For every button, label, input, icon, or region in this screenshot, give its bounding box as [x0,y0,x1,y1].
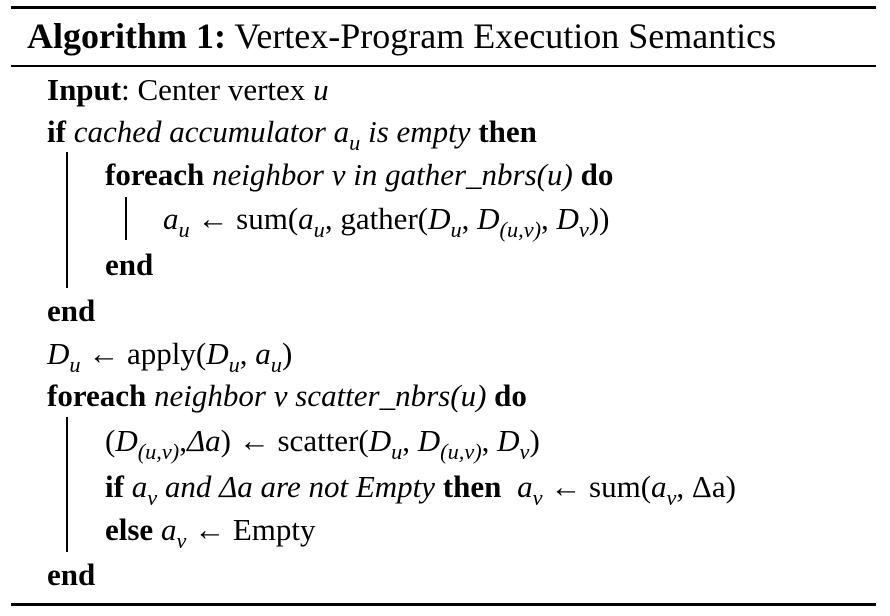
do-keyword: do [494,378,527,413]
gather-d3-sub: v [578,216,589,242]
line-else [105,510,316,553]
line-if-empty [105,467,736,510]
line-end-foreach-scatter: end [47,557,96,592]
scatter-c2: , [481,423,498,458]
scatter-arrow: ) ← scatter( [220,423,369,458]
scatter-close: ) [529,423,540,458]
if2-sum-a-sub: v [666,484,677,510]
input-text: : Center vertex [121,72,314,107]
scatter-d2-sub: (u,v) [440,438,482,464]
if2-cond-text: and Δa are not Empty [157,469,436,504]
if-condition-text: cached accumulator a [73,114,350,149]
apply-lhs-sub: u [69,351,81,377]
line-gather-assign [163,199,610,242]
if2-sum-rest: , Δa) [676,469,736,504]
if-condition-sub: u [349,129,361,155]
if2-a-sub: v [147,484,158,510]
algorithm-name: Vertex-Program Execution Semantics [234,16,777,56]
if-keyword: if [105,469,124,504]
line-end-foreach: end [105,247,154,282]
scatter-comma: , [179,423,187,458]
gather-d1: D [428,201,451,236]
line-foreach-scatter [47,376,527,416]
scatter-delta: Δa [186,423,221,458]
top-rule [11,6,876,9]
scatter-d1-sub: u [391,438,403,464]
scatter-d: D [115,423,138,458]
gather-d2-sub: (u,v) [499,216,542,242]
gather-d1-sub: u [450,216,462,242]
gather-d3: D [556,201,579,236]
scatter-open: ( [105,423,116,458]
else-keyword: else [105,512,154,547]
if2-then-a: a [517,469,533,504]
foreach-scatter-bar [66,417,68,552]
foreach-keyword: foreach [47,378,147,413]
line-input [47,70,329,110]
foreach-gather-bar [125,197,127,240]
if2-then-a-sub: v [532,484,543,510]
scatter-d2: D [417,423,441,458]
scatter-c1: , [402,423,418,458]
gather-lhs-sub: u [178,216,190,242]
else-a: a [160,512,177,547]
if-keyword: if [47,114,66,149]
apply-d-sub: u [228,351,240,377]
apply-close: ) [281,336,293,371]
gather-mid: , gather( [324,201,429,236]
line-apply [47,334,293,377]
scatter-d1: D [368,423,392,458]
gather-arrow: ← sum( [189,201,299,236]
scatter-d3: D [497,423,520,458]
line-end-if: end [47,293,96,328]
gather-comma2: , [541,201,557,236]
do-keyword: do [580,157,614,192]
algorithm-label: Algorithm 1: [27,16,226,56]
gather-a: a [298,201,314,236]
foreach-keyword: foreach [105,157,205,192]
algorithm-title [27,14,776,58]
gather-d2: D [477,201,500,236]
if2-a: a [131,469,148,504]
scatter-d-sub: (u,v) [137,438,180,464]
else-a-sub: v [176,527,187,553]
input-keyword: Input [47,72,122,107]
if2-sum-a: a [651,469,667,504]
then-keyword: then [442,469,502,504]
if-condition [73,114,471,155]
scatter-d3-sub: v [519,438,530,464]
if-block-bar [66,152,68,288]
else-rest: ← Empty [186,512,316,547]
line-scatter-assign [105,421,540,464]
foreach-scatter-text: neighbor v scatter_nbrs(u) [154,378,487,413]
line-if-cached [47,112,537,155]
apply-lhs: D [47,336,70,371]
apply-d: D [206,336,229,371]
then-keyword: then [478,114,537,149]
input-var: u [313,72,329,107]
foreach-gather-text: neighbor v in gather_nbrs(u) [212,157,573,192]
if-condition-end: is empty [360,114,471,149]
gather-lhs: a [163,201,179,236]
apply-comma: , [239,336,256,371]
gather-close: )) [588,201,610,236]
title-rule [11,65,876,67]
apply-a: a [255,336,271,371]
apply-mid: ← apply( [80,336,207,371]
apply-a-sub: u [270,351,282,377]
bottom-rule [11,603,876,606]
line-foreach-gather [105,155,613,195]
gather-comma1: , [461,201,478,236]
gather-a-sub: u [313,216,325,242]
if2-condition [131,469,436,510]
if2-then-rest: ← sum( [542,469,652,504]
